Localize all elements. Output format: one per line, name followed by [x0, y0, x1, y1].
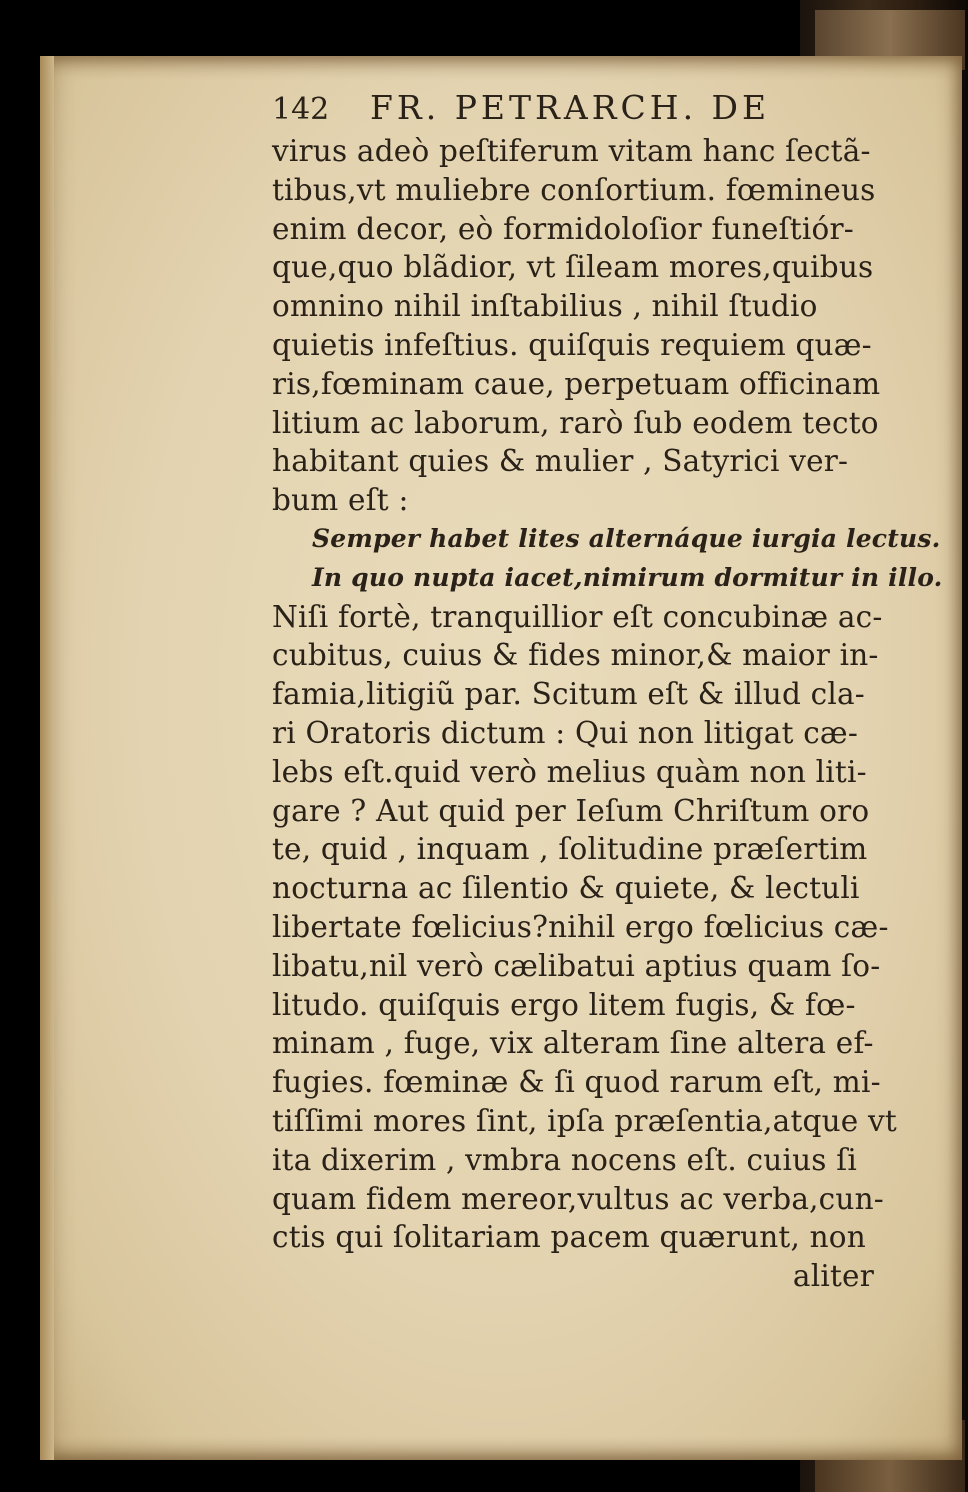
- text-line: habitant quies & mulier , Satyrici ver-: [272, 444, 849, 479]
- text-line: nocturna ac ſilentio & quiete, & lectuli: [272, 871, 860, 906]
- page-number: 142: [272, 92, 330, 127]
- verse-quotation: [272, 520, 943, 598]
- text-line: bum eſt :: [272, 483, 409, 518]
- text-line: enim decor, eò formidoloſior funeſtiór-: [272, 211, 854, 246]
- text-line: te, quid , inquam , ſolitudine præſertim: [272, 832, 868, 867]
- running-title: FR. PETRARCH. DE: [370, 88, 771, 127]
- text-line: ita dixerim , vmbra nocens eſt. cuius ſi: [272, 1142, 857, 1177]
- text-line: virus adeò peſtiferum vitam hanc ſectã-: [272, 134, 871, 168]
- text-line: quietis infeſtius. quiſquis requiem quæ-: [272, 327, 872, 362]
- text-line: fugies. fœminæ & ſi quod rarum eſt, mi-: [272, 1065, 881, 1100]
- text-line: litudo. quiſquis ergo litem fugis, & fœ-: [272, 987, 856, 1022]
- text-line: Niſi fortè, tranquillior eſt concubinæ ac-: [272, 599, 883, 634]
- text-line: libatu,nil verò cælibatui aptius quam ſo-: [272, 948, 881, 983]
- text-line: que,quo blãdior, vt ſileam mores,quibus: [272, 250, 874, 285]
- text-block: [272, 88, 943, 1296]
- catchword: aliter: [792, 1259, 874, 1294]
- text-line: litium ac laborum, rarò ſub eodem tecto: [272, 405, 879, 440]
- text-line: minam , fuge, vix alteram ſine altera ef-: [272, 1026, 874, 1061]
- text-line: cubitus, cuius & fides minor,& maior in-: [272, 638, 879, 673]
- text-line: ri Oratoris dictum : Qui non litigat cæ-: [272, 715, 859, 750]
- body-paragraph-2: [272, 598, 897, 1258]
- page-header: [272, 88, 892, 132]
- text-line: lebs eſt.quid verò melius quàm non liti-: [272, 754, 867, 789]
- verse-line: In quo nupta iacet,nimirum dormitur in illo.: [312, 562, 943, 592]
- body-paragraph-1: [272, 132, 892, 520]
- text-line: famia,litigiũ par. Scitum eſt & illud cla-: [272, 677, 865, 712]
- text-line: tiſſimi mores ſint, ipſa præſentia,atque vt: [272, 1103, 897, 1138]
- verse-line: Semper habet lites alternáque iurgia lectus.: [312, 523, 941, 553]
- text-line: omnino nihil inſtabilius , nihil ſtudio: [272, 289, 818, 324]
- text-line: ris,fœminam caue, perpetuam officinam: [272, 366, 881, 401]
- text-line: ctis qui ſolitariam pacem quærunt, non: [272, 1220, 866, 1255]
- text-line: tibus,vt muliebre conſortium. fœmineus: [272, 172, 876, 207]
- text-line: libertate fœlicius?nihil ergo fœlicius cæ-: [272, 909, 889, 944]
- text-line: gare ? Aut quid per Ieſum Chriſtum oro: [272, 793, 870, 828]
- text-line: quam fidem mereor,vultus ac verba,cun-: [272, 1181, 884, 1216]
- page-edge: [40, 56, 54, 1460]
